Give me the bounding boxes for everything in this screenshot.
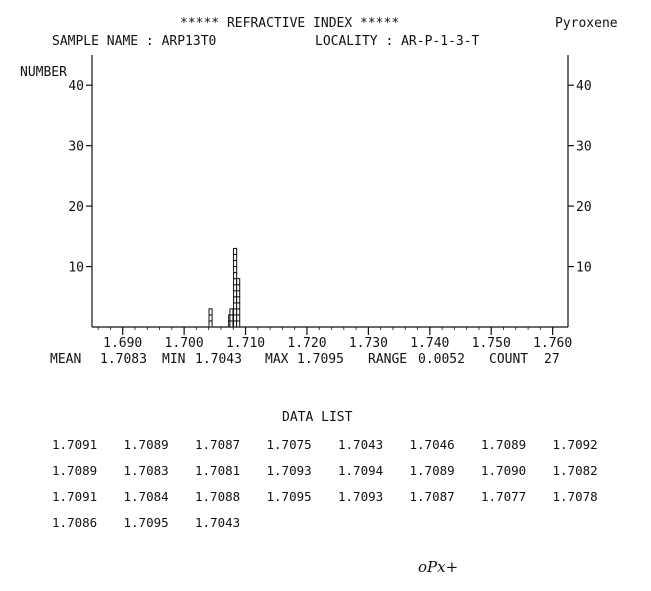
data-list-cell: 1.7093 [266, 463, 312, 478]
x-tick-label: 1.730 [348, 336, 388, 351]
histogram-bar [230, 321, 233, 327]
min-label: MIN [162, 352, 186, 367]
data-list-cell: 1.7046 [409, 437, 455, 452]
histogram-bar [234, 254, 237, 260]
histogram-bar [237, 321, 240, 327]
data-list-cell: 1.7091 [52, 489, 98, 504]
data-list-cell: 1.7091 [52, 437, 98, 452]
y-tick-label: 20 [68, 200, 84, 216]
locality: LOCALITY : AR-P-1-3-T [315, 34, 480, 49]
data-list-cell: 1.7089 [52, 463, 98, 478]
histogram-bar [237, 279, 240, 285]
histogram-bar [234, 273, 237, 279]
data-list-cell: 1.7084 [123, 489, 169, 504]
x-tick-label: 1.700 [164, 336, 204, 351]
histogram-bar [230, 309, 233, 315]
data-list-cell: 1.7077 [481, 489, 527, 504]
histogram-bar [237, 297, 240, 303]
data-list-cell: 1.7092 [552, 437, 598, 452]
handwritten-note: oPx+ [418, 558, 459, 576]
histogram-bar [237, 303, 240, 309]
histogram-bar [234, 248, 237, 254]
data-list-cell: 1.7090 [481, 463, 527, 478]
histogram-bar [209, 315, 212, 321]
histogram-bar [237, 285, 240, 291]
histogram-bar [237, 291, 240, 297]
y-axis-label: NUMBER [20, 65, 67, 80]
data-list-cell: 1.7094 [338, 463, 384, 478]
histogram-bar [237, 309, 240, 315]
data-list-cell: 1.7093 [338, 489, 384, 504]
data-list-cell: 1.7082 [552, 463, 598, 478]
histogram-bar [230, 315, 233, 321]
y-tick-label-right: 10 [576, 260, 592, 276]
x-tick-label: 1.710 [225, 336, 266, 351]
data-list-cell: 1.7043 [338, 437, 384, 452]
data-list-cell: 1.7043 [195, 515, 241, 530]
y-tick-label-right: 40 [576, 79, 592, 95]
histogram-bar [234, 267, 237, 273]
range-value: 0.0052 [418, 352, 465, 367]
histogram-bar [209, 321, 212, 327]
data-list-title: DATA LIST [282, 410, 353, 425]
data-list-cell: 1.7089 [409, 463, 455, 478]
max-value: 1.7095 [297, 352, 344, 367]
data-list-cell: 1.7089 [123, 437, 169, 452]
count-label: COUNT [489, 352, 529, 367]
y-tick-label: 30 [68, 139, 84, 155]
mean-value: 1.7083 [100, 352, 147, 367]
data-list-cell: 1.7087 [195, 437, 241, 452]
data-list-cell: 1.7086 [52, 515, 98, 530]
data-list-cell: 1.7095 [266, 489, 312, 504]
data-list-cell: 1.7078 [552, 489, 598, 504]
data-list-cell: 1.7089 [481, 437, 527, 452]
data-list-cell: 1.7088 [195, 489, 241, 504]
x-tick-label: 1.690 [103, 336, 143, 351]
max-label: MAX [265, 352, 289, 367]
data-list-cell: 1.7081 [195, 463, 241, 478]
data-list-cell: 1.7087 [409, 489, 455, 504]
y-tick-label: 10 [68, 260, 84, 276]
min-value: 1.7043 [195, 352, 242, 367]
histogram-bar [234, 261, 237, 267]
y-tick-label-right: 20 [576, 200, 592, 216]
chart-title: ***** REFRACTIVE INDEX ***** [180, 16, 400, 31]
count-value: 27 [544, 352, 560, 367]
histogram-bar [209, 309, 212, 315]
x-tick-label: 1.740 [410, 336, 450, 351]
sample-name: SAMPLE NAME : ARP13T0 [52, 34, 217, 49]
x-tick-label: 1.750 [471, 336, 511, 351]
data-list-cell: 1.7095 [123, 515, 169, 530]
x-tick-label: 1.760 [533, 336, 573, 351]
data-list-cell: 1.7075 [266, 437, 312, 452]
histogram-bar [237, 315, 240, 321]
y-tick-label-right: 30 [576, 139, 592, 155]
data-list-cell: 1.7083 [123, 463, 169, 478]
mean-label: MEAN [50, 352, 82, 367]
mineral-name: Pyroxene [555, 16, 618, 31]
x-tick-label: 1.720 [287, 336, 327, 351]
range-label: RANGE [368, 352, 408, 367]
y-tick-label: 40 [68, 79, 84, 95]
